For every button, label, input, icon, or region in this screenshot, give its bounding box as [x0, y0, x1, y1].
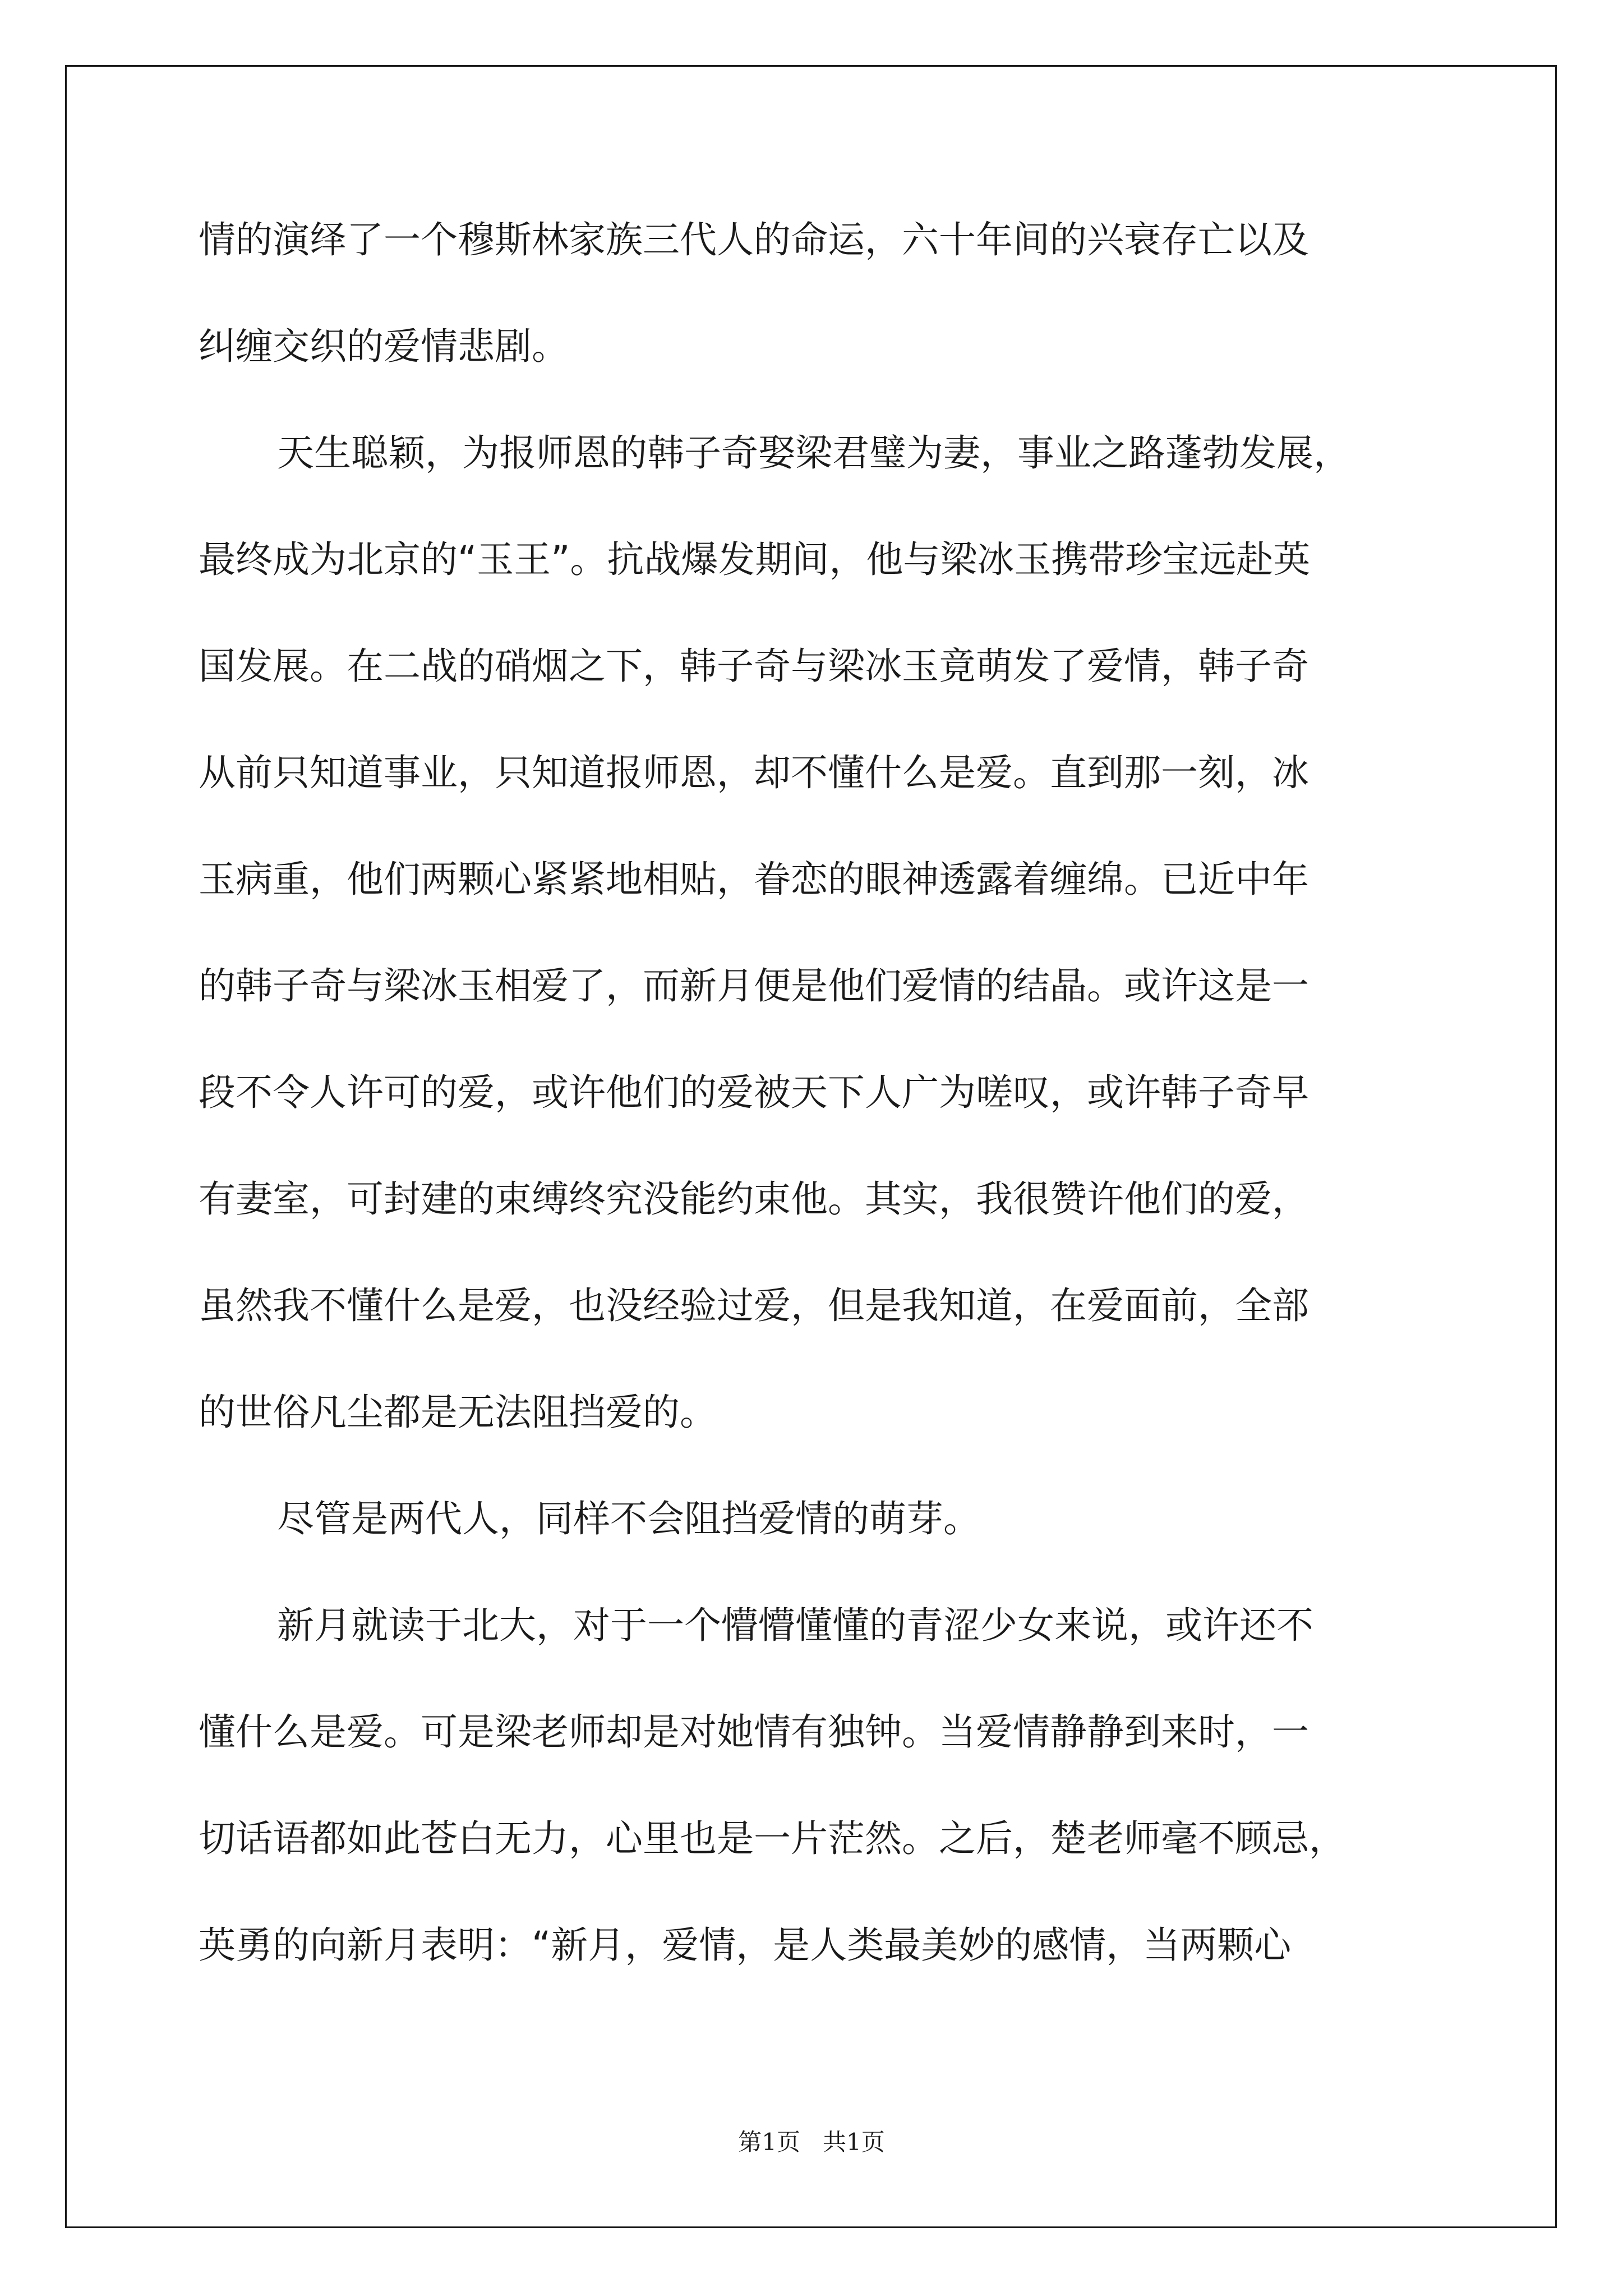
text-line: 国发展。在二战的硝烟之下，韩子奇与梁冰玉竟萌发了爱情，韩子奇 [199, 645, 1309, 688]
text-line: 玉病重，他们两颗心紧紧地相贴，眷恋的眼神透露着缠绵。已近中年 [199, 858, 1309, 901]
text-line: 的韩子奇与梁冰玉相爱了，而新月便是他们爱情的结晶。或许这是一 [199, 964, 1309, 1007]
text-line: 英勇的向新月表明：“新月，爱情，是人类最美妙的感情，当两颗心 [199, 1924, 1292, 1967]
paragraph-start-line: 新月就读于北大，对于一个懵懵懂懂的青涩少女来说，或许还不 [277, 1604, 1313, 1647]
text-line: 情的演绎了一个穆斯林家族三代人的命运，六十年间的兴衰存亡以及 [199, 218, 1309, 261]
text-line: 的世俗凡尘都是无法阻挡爱的。 [199, 1391, 717, 1434]
text-line: 懂什么是爱。可是梁老师却是对她情有独钟。当爱情静静到来时，一 [199, 1710, 1309, 1754]
text-line: 段不令人许可的爱，或许他们的爱被天下人广为嗟叹，或许韩子奇早 [199, 1071, 1309, 1114]
page-border [65, 65, 1557, 2228]
text-line: 最终成为北京的“玉王”。抗战爆发期间，他与梁冰玉携带珍宝远赴英 [199, 538, 1311, 581]
text-line: 有妻室，可封建的束缚终究没能约束他。其实，我很赞许他们的爱， [199, 1177, 1309, 1221]
text-line: 虽然我不懂什么是爱，也没经验过爱，但是我知道，在爱面前，全部 [199, 1284, 1309, 1327]
page-number-footer: 第1页 共1页 [738, 2128, 885, 2156]
text-line: 纠缠交织的爱情悲剧。 [199, 325, 569, 368]
paragraph-start-line: 尽管是两代人，同样不会阻挡爱情的萌芽。 [277, 1497, 980, 1540]
text-line: 切话语都如此苍白无力，心里也是一片茫然。之后，楚老师毫不顾忌， [199, 1817, 1346, 1860]
paragraph-start-line: 天生聪颖，为报师恩的韩子奇娶梁君璧为妻，事业之路蓬勃发展， [277, 431, 1350, 475]
text-line: 从前只知道事业，只知道报师恩，却不懂什么是爱。直到那一刻，冰 [199, 751, 1309, 794]
